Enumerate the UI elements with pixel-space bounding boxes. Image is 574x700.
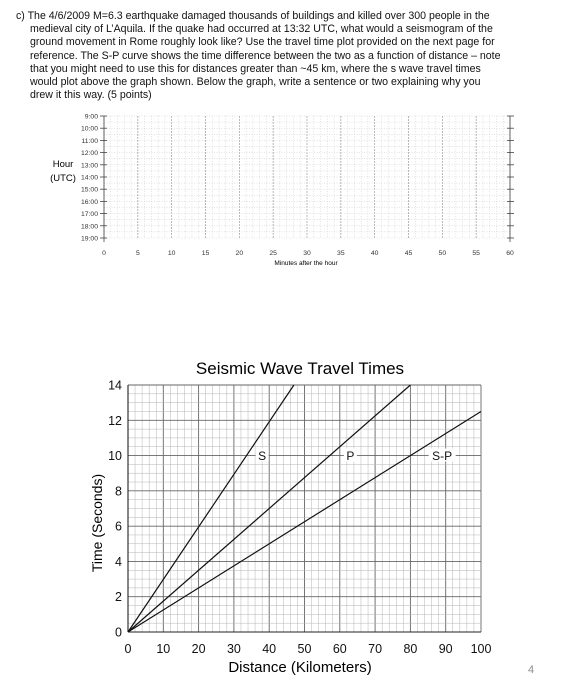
seismogram-hour-label: 15:00 — [80, 186, 98, 194]
seismogram-ylabel-utc: (UTC) — [50, 173, 76, 184]
seismogram-minute-label: 15 — [201, 250, 210, 257]
chart-title: Seismic Wave Travel Times — [195, 359, 405, 378]
seismogram-hour-label: 13:00 — [80, 162, 98, 170]
chart-y-tick-label: 4 — [115, 554, 122, 569]
chart-x-tick-label: 80 — [403, 642, 418, 656]
seismogram-minute-label: 25 — [269, 250, 277, 257]
seismogram-minute-label: 5 — [135, 250, 140, 257]
seismogram-minute-label: 0 — [102, 250, 106, 257]
question-line: c) The 4/6/2009 M=6.3 earthquake damaged thousands of buildings and killed over 300 people in the — [16, 10, 490, 22]
chart-x-tick-label: 100 — [470, 642, 492, 656]
chart-x-tick-label: 90 — [438, 642, 453, 656]
chart-x-tick-label: 20 — [191, 642, 206, 656]
chart-x-tick-label: 50 — [297, 642, 312, 656]
seismogram-minute-label: 40 — [370, 250, 379, 257]
seismogram-minute-label: 55 — [472, 250, 480, 257]
question-line: reference. The S-P curve shows the time difference between the two as a function of distance – note — [30, 49, 501, 62]
chart-y-tick-label: 10 — [108, 449, 122, 464]
chart-line-label: S-P — [432, 449, 453, 464]
chart-xlabel: Distance (Kilometers) — [228, 659, 372, 676]
chart-x-tick-label: 60 — [332, 642, 347, 656]
chart-y-tick-label: 8 — [115, 484, 122, 499]
chart-line-label: S — [258, 449, 267, 464]
seismogram-hour-label: 12:00 — [80, 150, 98, 158]
seismogram-minute-label: 10 — [167, 250, 176, 257]
question-line: drew it this way. (5 points) — [30, 89, 152, 102]
chart-x-tick-label: 10 — [156, 642, 171, 656]
seismogram-minute-label: 50 — [438, 250, 447, 257]
seismogram-hour-label: 17:00 — [80, 211, 98, 219]
seismogram-hour-label: 18:00 — [80, 223, 98, 231]
question-line: that you might need to use this for distances greater than ~45 km, where the s wave travel times — [30, 62, 481, 75]
chart-x-tick-label: 30 — [226, 642, 241, 656]
chart-y-tick-label: 12 — [108, 413, 122, 428]
chart-grid — [128, 385, 481, 632]
chart-x-tick-label: 70 — [368, 642, 383, 656]
seismogram-minute-label: 20 — [235, 250, 244, 257]
chart-x-tick-label: 40 — [262, 642, 277, 656]
seismogram-hour-label: 10:00 — [80, 125, 98, 133]
seismogram-hour-label: 16:00 — [80, 198, 98, 206]
seismogram-xlabel: Minutes after the hour — [274, 260, 338, 267]
seismogram-minute-label: 45 — [404, 250, 413, 257]
chart-ylabel: Time (Seconds) — [89, 473, 105, 573]
seismogram-minute-label: 60 — [506, 250, 514, 257]
seismogram-hour-label: 19:00 — [80, 235, 98, 243]
question-line: ground movement in Rome roughly look like? Use the travel time plot provided on the next page for — [30, 36, 495, 49]
chart-y-tick-label: 6 — [115, 519, 122, 534]
seismogram-hour-label: 9:00 — [84, 113, 98, 121]
question-line: medieval city of L’Aquila. If the quake had occurred at 13:32 UTC, what would a seismogram of the — [30, 23, 493, 36]
seismogram-ylabel-hour: Hour — [52, 159, 74, 170]
chart-y-tick-label: 2 — [115, 590, 122, 605]
seismogram-minute-label: 30 — [303, 250, 311, 257]
seismogram-hour-label: 14:00 — [80, 174, 98, 182]
chart-y-tick-label: 0 — [115, 625, 122, 640]
seismogram-minute-label: 35 — [337, 250, 345, 257]
chart-y-tick-label: 14 — [108, 378, 122, 393]
chart-x-tick-label: 0 — [124, 642, 132, 656]
page-number: 4 — [528, 664, 535, 676]
question-line: would plot above the graph shown. Below the graph, write a sentence or two explaining why you — [30, 76, 481, 89]
seismogram-hour-label: 11:00 — [81, 137, 98, 145]
chart-line-label: P — [346, 449, 355, 464]
